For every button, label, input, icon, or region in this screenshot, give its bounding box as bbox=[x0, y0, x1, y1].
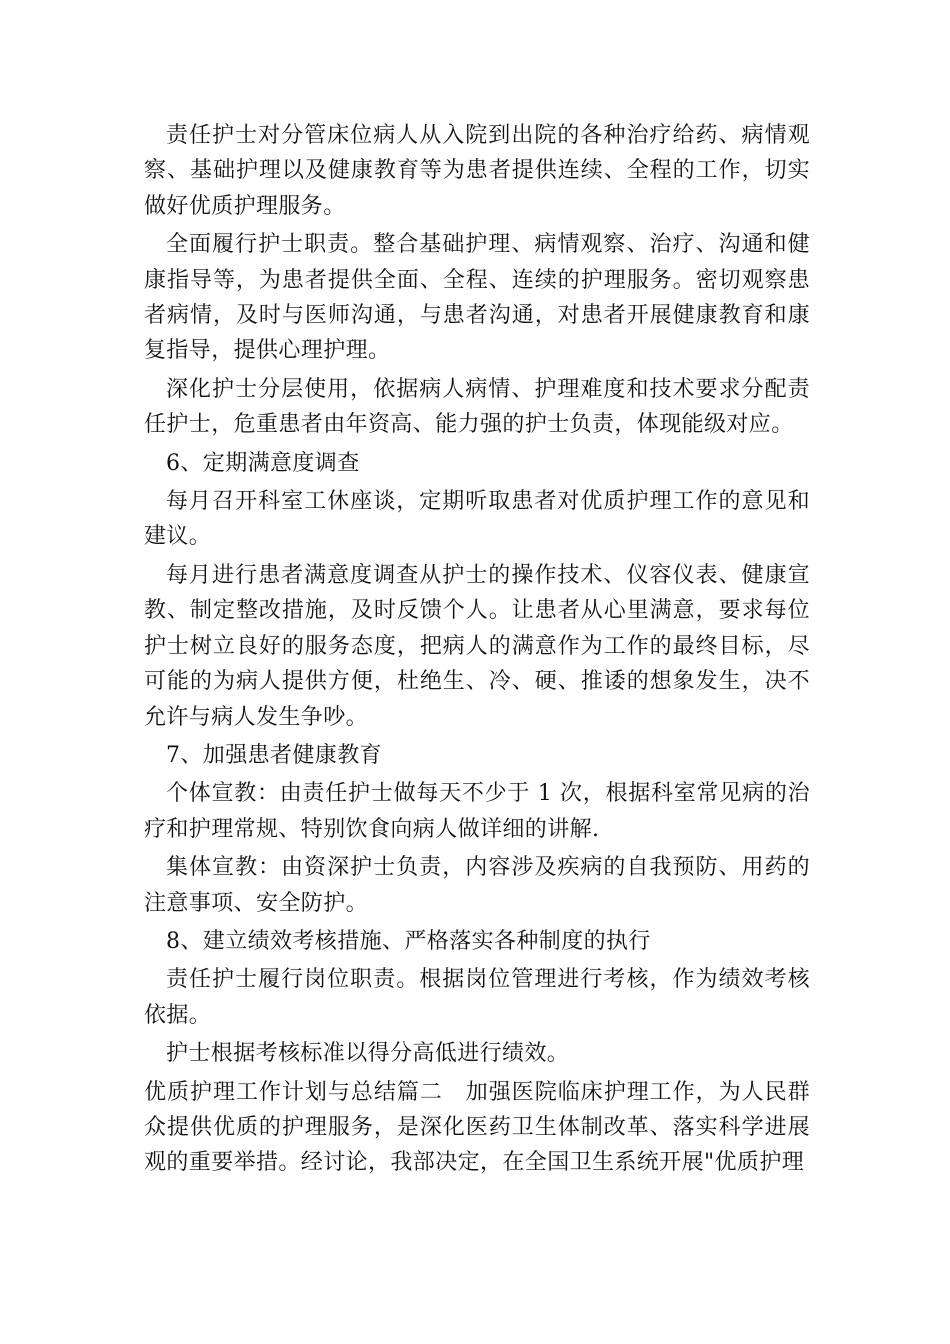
paragraph: 集体宣教：由资深护士负责，内容涉及疾病的自我预防、用药的注意事项、安全防护。 bbox=[144, 855, 810, 916]
section-heading: 8、建立绩效考核措施、严格落实各种制度的执行 bbox=[166, 928, 651, 954]
section-heading: 6、定期满意度调查 bbox=[166, 450, 360, 476]
paragraph: 深化护士分层使用，依据病人病情、护理难度和技术要求分配责任护士，危重患者由年资高、能力强的护士负责，体现能级对应。 bbox=[144, 376, 810, 438]
paragraph: 个体宣教：由责任护士做每天不少于 1 次，根据科室常见病的治疗和护理常规、特别饮食向病人做详细的讲解. bbox=[144, 781, 810, 842]
paragraph: 每月召开科室工休座谈，定期听取患者对优质护理工作的意见和建议。 bbox=[144, 489, 810, 550]
document-body bbox=[144, 118, 810, 1184]
paragraph: 责任护士履行岗位职责。根据岗位管理进行考核，作为绩效考核依据。 bbox=[144, 967, 810, 1028]
paragraph: 全面履行护士职责。整合基础护理、病情观察、治疗、沟通和健康指导等，为患者提供全面、全程、连续的护理服务。密切观察患者病情，及时与医师沟通，与患者沟通，对患者开展健康教育和康复指导，提供心理护理。 bbox=[144, 232, 810, 364]
paragraph: 护士根据考核标准以得分高低进行绩效。 bbox=[166, 1041, 570, 1067]
paragraph: 责任护士对分管床位病人从入院到出院的各种治疗给药、病情观察、基础护理以及健康教育等为患者提供连续、全程的工作，切实做好优质护理服务。 bbox=[144, 123, 810, 219]
paragraph-chapter-two: 优质护理工作计划与总结篇二 加强医院临床护理工作，为人民群众提供优质的护理服务，是深化医药卫生体制改革、落实科学进展观的重要举措。经讨论，我部决定，在全国卫生系统开展"优质护理 bbox=[144, 1079, 810, 1176]
paragraph: 每月进行患者满意度调查从护士的操作技术、仪容仪表、健康宣教、制定整改措施，及时反馈个人。让患者从心里满意，要求每位护士树立良好的服务态度，把病人的满意作为工作的最终目标，尽可能的为病人提供方便，杜绝生、冷、硬、推诿的想象发生，决不允许与病人发生争吵。 bbox=[144, 562, 810, 730]
section-heading: 7、加强患者健康教育 bbox=[166, 742, 382, 768]
